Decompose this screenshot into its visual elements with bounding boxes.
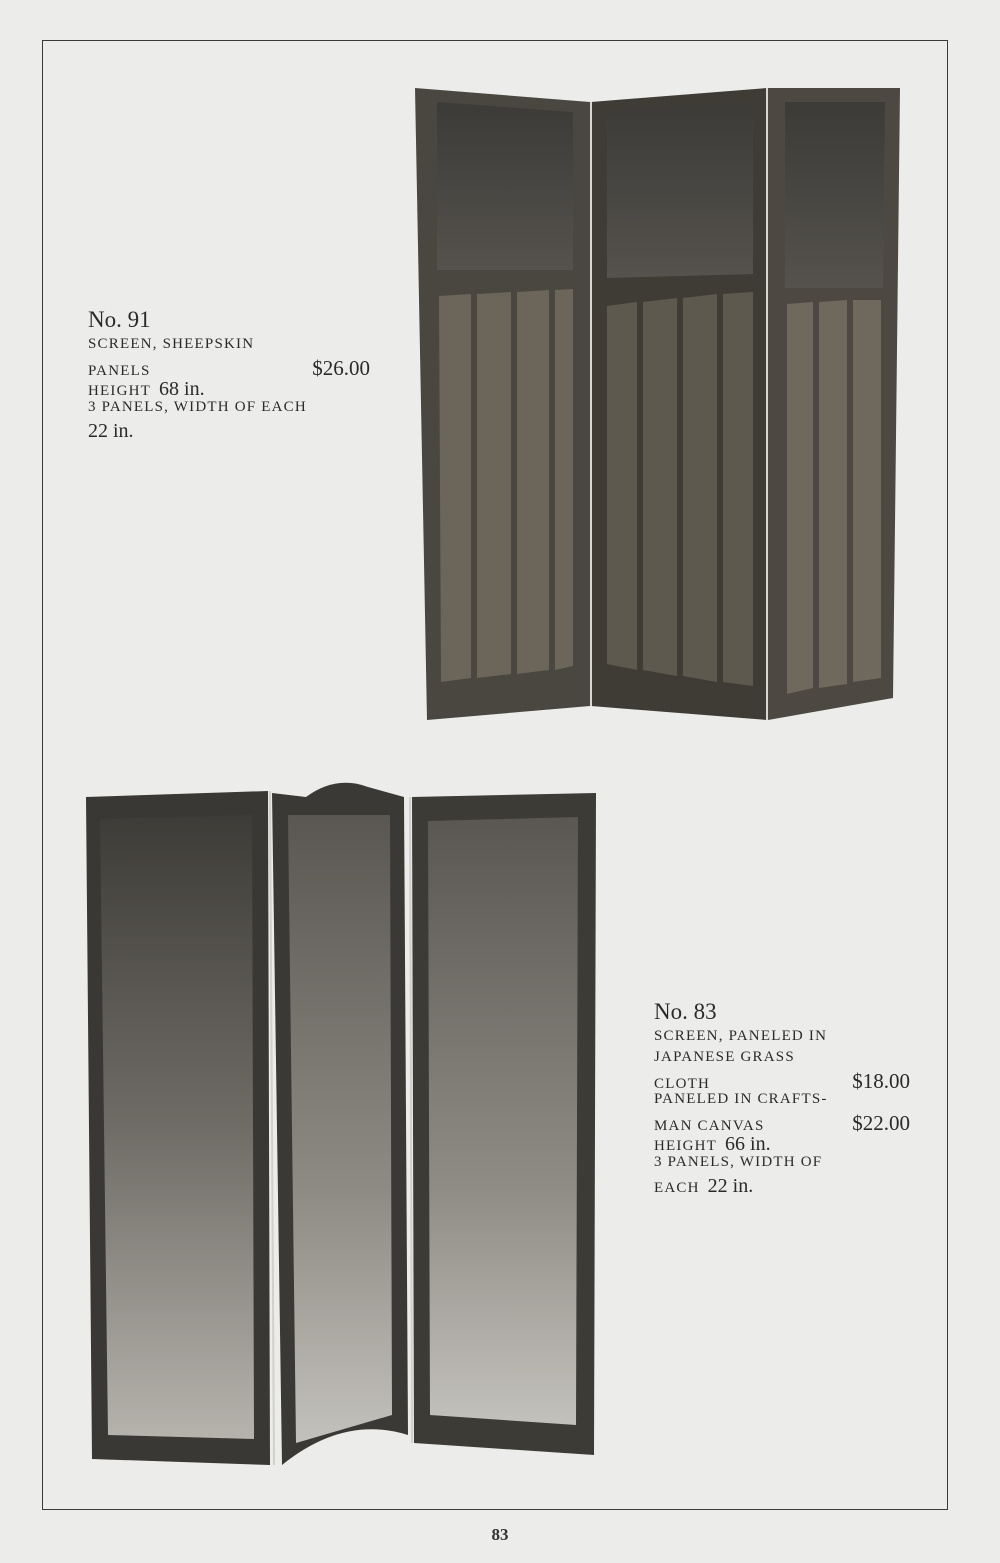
caption-line: CLOTH $18.00 [654, 1069, 910, 1093]
caption-line: JAPANESE GRASS [654, 1049, 795, 1065]
page-number: 83 [491, 1525, 509, 1544]
screen-91-photo [415, 88, 900, 720]
width-value: 22 in. [707, 1175, 754, 1197]
caption-line: HEIGHT 66 in. [654, 1133, 771, 1155]
caption-line: 3 PANELS, WIDTH OF EACH [88, 399, 307, 415]
item-91-caption [88, 308, 370, 442]
height-value: 68 in. [159, 378, 205, 400]
caption-line [88, 421, 370, 442]
screen-83-photo [86, 775, 598, 1465]
caption-line: HEIGHT 68 in. [88, 378, 205, 400]
price: $18.00 [852, 1069, 910, 1093]
price: $22.00 [852, 1111, 910, 1135]
width-value: 22 in. [88, 420, 134, 442]
caption-line: SCREEN, PANELED IN [654, 1028, 828, 1044]
caption-line: PANELED IN CRAFTS- [654, 1091, 828, 1107]
caption-line: EACH 22 in. [654, 1175, 754, 1197]
item-number: No. 91 [88, 307, 151, 332]
caption-line: SCREEN, SHEEPSKIN [88, 336, 255, 352]
item-83-caption [654, 1000, 910, 1197]
caption-line: MAN CANVAS $22.00 [654, 1111, 910, 1135]
caption-line: PANELS $26.00 [88, 356, 370, 380]
caption-line: 3 PANELS, WIDTH OF [654, 1154, 823, 1170]
item-number: No. 83 [654, 999, 717, 1024]
price: $26.00 [312, 356, 370, 380]
height-value: 66 in. [725, 1133, 771, 1155]
